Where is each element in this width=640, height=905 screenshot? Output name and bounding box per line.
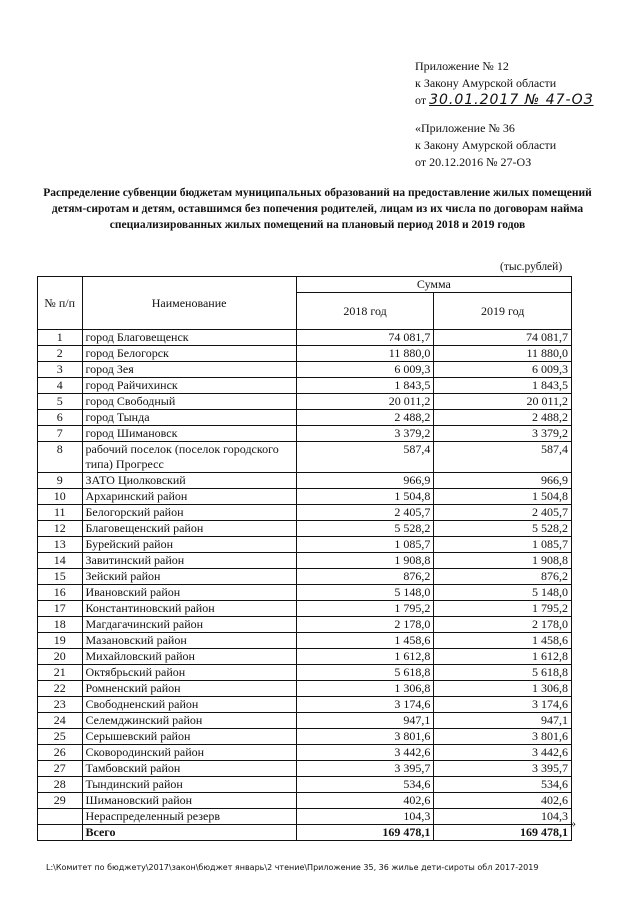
row-name: город Шимановск — [82, 426, 296, 442]
table-row — [38, 633, 572, 649]
table-row — [38, 521, 572, 537]
row-value-2018: 1 504,8 — [296, 489, 434, 505]
row-number: 19 — [38, 633, 83, 649]
row-name: Тамбовский район — [82, 761, 296, 777]
row-value-2018: 2 405,7 — [296, 505, 434, 521]
appendix-12-date — [415, 92, 594, 109]
row-name: город Белогорск — [82, 346, 296, 362]
row-value-2018: 20 011,2 — [296, 394, 434, 410]
row-value-2019: 3 395,7 — [434, 761, 572, 777]
row-value-2019: 3 174,6 — [434, 697, 572, 713]
row-number: 26 — [38, 745, 83, 761]
row-value-2018: 876,2 — [296, 569, 434, 585]
row-value-2018: 1 306,8 — [296, 681, 434, 697]
table-row — [38, 330, 572, 346]
appendix-12-block — [415, 58, 594, 109]
row-value-2018: 3 801,6 — [296, 729, 434, 745]
table-row — [38, 761, 572, 777]
table-row — [38, 697, 572, 713]
row-value-2018: 1 908,8 — [296, 553, 434, 569]
row-name: Нераспределенный резерв — [82, 809, 296, 825]
header-2019: 2019 год — [434, 293, 572, 330]
row-value-2019: 1 458,6 — [434, 633, 572, 649]
row-value-2018: 1 458,6 — [296, 633, 434, 649]
row-value-2019: 3 801,6 — [434, 729, 572, 745]
table-row — [38, 426, 572, 442]
row-name: город Благовещенск — [82, 330, 296, 346]
header-2018: 2018 год — [296, 293, 434, 330]
row-number: 29 — [38, 793, 83, 809]
row-value-2019: 1 612,8 — [434, 649, 572, 665]
row-value-2018: 1 843,5 — [296, 378, 434, 394]
row-name: Белогорский район — [82, 505, 296, 521]
closing-quote: » — [570, 816, 576, 830]
row-value-2018: 74 081,7 — [296, 330, 434, 346]
table-row — [38, 410, 572, 426]
row-value-2019: 1 843,5 — [434, 378, 572, 394]
row-name: Ромненский район — [82, 681, 296, 697]
table-row — [38, 346, 572, 362]
table-row — [38, 585, 572, 601]
row-value-2019: 5 618,8 — [434, 665, 572, 681]
row-name: Благовещенский район — [82, 521, 296, 537]
row-name: Сковородинский район — [82, 745, 296, 761]
row-value-2019: 534,6 — [434, 777, 572, 793]
appendix-36-title: «Приложение № 36 — [415, 121, 515, 135]
file-path-footer: L:\Комитет по бюджету\2017\закон\бюджет январь\2 чтение\Приложение 35, 36 жилье дети-сироты обл 2017-2019 — [46, 863, 539, 872]
row-name: Шимановский район — [82, 793, 296, 809]
subsidy-table — [37, 276, 572, 841]
row-value-2018: 3 395,7 — [296, 761, 434, 777]
row-value-2018: 5 618,8 — [296, 665, 434, 681]
row-value-2019: 20 011,2 — [434, 394, 572, 410]
table-row — [38, 713, 572, 729]
table-row — [38, 681, 572, 697]
row-number: 7 — [38, 426, 83, 442]
row-number: 18 — [38, 617, 83, 633]
row-value-2018: 3 379,2 — [296, 426, 434, 442]
row-name: Октябрьский район — [82, 665, 296, 681]
row-value-2018: 3 174,6 — [296, 697, 434, 713]
row-value-2019: 947,1 — [434, 713, 572, 729]
total-row — [38, 825, 572, 841]
total-2019: 169 478,1 — [434, 825, 572, 841]
row-name: Завитинский район — [82, 553, 296, 569]
row-number: 15 — [38, 569, 83, 585]
table-row — [38, 378, 572, 394]
row-value-2018: 104,3 — [296, 809, 434, 825]
table-row — [38, 617, 572, 633]
row-name: Серышевский район — [82, 729, 296, 745]
row-name: город Свободный — [82, 394, 296, 410]
row-value-2019: 5 528,2 — [434, 521, 572, 537]
row-number: 21 — [38, 665, 83, 681]
appendix-36-law: к Закону Амурской области — [415, 138, 557, 152]
row-value-2019: 6 009,3 — [434, 362, 572, 378]
table-row — [38, 553, 572, 569]
row-name: ЗАТО Циолковский — [82, 473, 296, 489]
table-row — [38, 362, 572, 378]
row-value-2019: 1 504,8 — [434, 489, 572, 505]
handwritten-date-number: 30.01.2017 № 47-ОЗ — [429, 92, 594, 108]
row-name: Константиновский район — [82, 601, 296, 617]
row-number: 23 — [38, 697, 83, 713]
row-value-2019: 1 306,8 — [434, 681, 572, 697]
table-row — [38, 601, 572, 617]
table-row — [38, 537, 572, 553]
header-sum: Сумма — [296, 277, 571, 293]
row-number: 13 — [38, 537, 83, 553]
row-number: 6 — [38, 410, 83, 426]
row-value-2019: 5 148,0 — [434, 585, 572, 601]
row-value-2018: 966,9 — [296, 473, 434, 489]
row-number: 2 — [38, 346, 83, 362]
row-value-2019: 1 908,8 — [434, 553, 572, 569]
row-name: Селемджинский район — [82, 713, 296, 729]
table-row — [38, 809, 572, 825]
row-value-2019: 587,4 — [434, 442, 572, 473]
row-value-2018: 1 612,8 — [296, 649, 434, 665]
row-number: 1 — [38, 330, 83, 346]
row-name: Тындинский район — [82, 777, 296, 793]
row-value-2018: 2 178,0 — [296, 617, 434, 633]
row-name: город Тында — [82, 410, 296, 426]
table-row — [38, 569, 572, 585]
units-label: (тыс.рублей) — [500, 261, 563, 273]
appendix-36-block — [415, 120, 556, 171]
table-row — [38, 793, 572, 809]
row-number — [38, 809, 83, 825]
row-number: 8 — [38, 442, 83, 473]
row-value-2018: 3 442,6 — [296, 745, 434, 761]
appendix-12-date-prefix: от — [415, 93, 427, 107]
row-value-2019: 1 795,2 — [434, 601, 572, 617]
row-value-2018: 947,1 — [296, 713, 434, 729]
row-value-2018: 6 009,3 — [296, 362, 434, 378]
row-value-2019: 402,6 — [434, 793, 572, 809]
table-row — [38, 394, 572, 410]
appendix-12-law: к Закону Амурской области — [415, 76, 557, 90]
row-number: 27 — [38, 761, 83, 777]
table-row — [38, 442, 572, 473]
row-number: 12 — [38, 521, 83, 537]
header-name: Наименование — [82, 277, 296, 330]
row-value-2018: 5 528,2 — [296, 521, 434, 537]
total-2018: 169 478,1 — [296, 825, 434, 841]
row-number: 4 — [38, 378, 83, 394]
row-value-2018: 534,6 — [296, 777, 434, 793]
row-name: Ивановский район — [82, 585, 296, 601]
row-value-2018: 11 880,0 — [296, 346, 434, 362]
row-number: 25 — [38, 729, 83, 745]
row-number: 9 — [38, 473, 83, 489]
row-value-2019: 104,3 — [434, 809, 572, 825]
row-name: Магдагачинский район — [82, 617, 296, 633]
row-number: 17 — [38, 601, 83, 617]
table-row — [38, 489, 572, 505]
row-number: 11 — [38, 505, 83, 521]
row-value-2019: 966,9 — [434, 473, 572, 489]
row-number: 24 — [38, 713, 83, 729]
table-row — [38, 745, 572, 761]
table-row — [38, 505, 572, 521]
row-name: Архаринский район — [82, 489, 296, 505]
table-row — [38, 665, 572, 681]
total-label: Всего — [82, 825, 296, 841]
row-value-2019: 11 880,0 — [434, 346, 572, 362]
total-num — [38, 825, 83, 841]
row-value-2019: 74 081,7 — [434, 330, 572, 346]
row-value-2018: 1 795,2 — [296, 601, 434, 617]
document-title: Распределение субвенции бюджетам муниципальных образований на предоставление жилых помещений детям-сиротам и детям, оставшимся без попечения родителей, лицам из их числа по договорам найма специализированных жилых помещений на плановый период 2018 и 2019 годов — [43, 187, 592, 231]
row-number: 28 — [38, 777, 83, 793]
row-number: 5 — [38, 394, 83, 410]
row-number: 10 — [38, 489, 83, 505]
row-number: 20 — [38, 649, 83, 665]
row-number: 14 — [38, 553, 83, 569]
row-name: Зейский район — [82, 569, 296, 585]
row-name: город Зея — [82, 362, 296, 378]
row-name: Мазановский район — [82, 633, 296, 649]
table-row — [38, 473, 572, 489]
appendix-12-title: Приложение № 12 — [415, 59, 509, 73]
row-value-2018: 1 085,7 — [296, 537, 434, 553]
row-value-2019: 1 085,7 — [434, 537, 572, 553]
row-number: 16 — [38, 585, 83, 601]
table-row — [38, 777, 572, 793]
row-value-2019: 2 405,7 — [434, 505, 572, 521]
appendix-36-date: от 20.12.2016 № 27-ОЗ — [415, 155, 532, 169]
row-value-2018: 5 148,0 — [296, 585, 434, 601]
row-value-2019: 3 379,2 — [434, 426, 572, 442]
row-name: Михайловский район — [82, 649, 296, 665]
row-value-2018: 2 488,2 — [296, 410, 434, 426]
row-name: город Райчихинск — [82, 378, 296, 394]
table-row — [38, 649, 572, 665]
row-value-2019: 876,2 — [434, 569, 572, 585]
row-value-2018: 587,4 — [296, 442, 434, 473]
row-name: Свободненский район — [82, 697, 296, 713]
row-value-2019: 3 442,6 — [434, 745, 572, 761]
row-name: Бурейский район — [82, 537, 296, 553]
row-name: рабочий поселок (поселок городского типа) Прогресс — [82, 442, 296, 473]
row-number: 3 — [38, 362, 83, 378]
row-value-2019: 2 488,2 — [434, 410, 572, 426]
row-value-2019: 2 178,0 — [434, 617, 572, 633]
header-num: № п/п — [38, 277, 83, 330]
row-number: 22 — [38, 681, 83, 697]
row-value-2018: 402,6 — [296, 793, 434, 809]
table-row — [38, 729, 572, 745]
